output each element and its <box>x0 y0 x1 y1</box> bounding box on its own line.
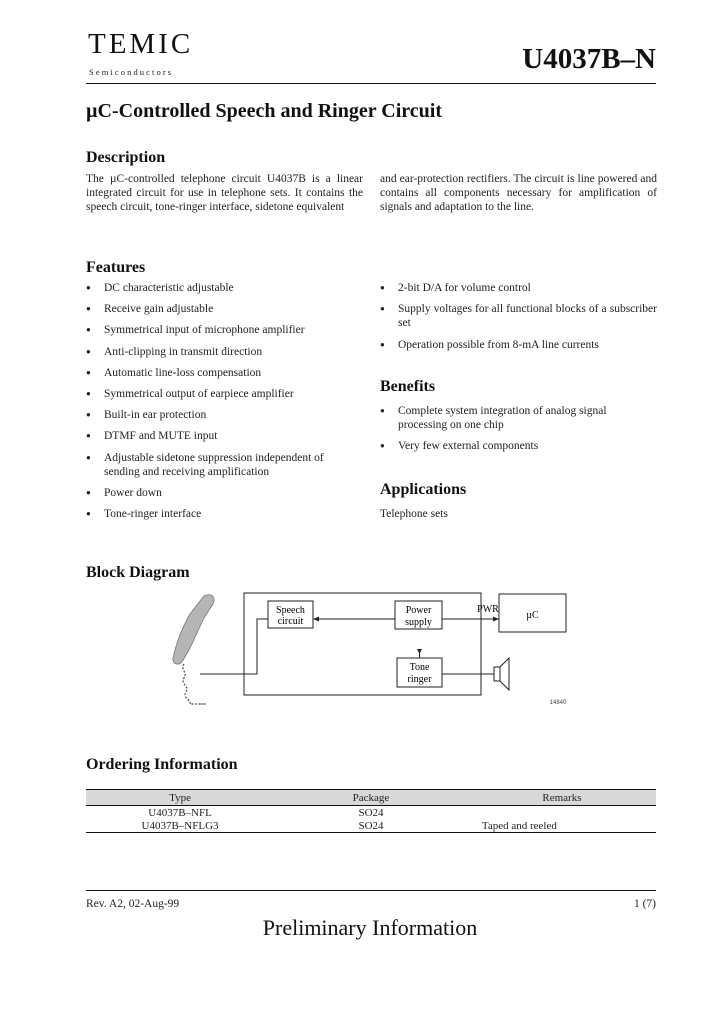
ordering-table <box>86 789 656 833</box>
table-row <box>86 806 656 820</box>
list-item: ● Receive gain adjustable <box>86 302 326 316</box>
list-item: ● Symmetrical input of microphone amplifier <box>86 323 326 337</box>
benefits-heading: Benefits <box>380 378 436 395</box>
ordering-heading: Ordering Information <box>86 756 238 773</box>
list-item: ● Anti-clipping in transmit direction <box>86 345 326 359</box>
part-number: U4037B–N <box>522 43 656 75</box>
cell-package: SO24 <box>358 806 384 819</box>
preliminary-notice: Preliminary Information <box>262 915 478 940</box>
power-supply-label-2: supply <box>405 617 432 628</box>
block-diagram <box>160 588 580 713</box>
list-item: ● Very few external components <box>380 439 620 453</box>
list-item: ● Tone-ringer interface <box>86 507 326 521</box>
cell-type: U4037B–NFL <box>148 806 212 819</box>
speech-circuit-label-1: Speech <box>276 605 305 616</box>
column-header-remarks: Remarks <box>468 790 656 806</box>
list-item: ● Operation possible from 8-mA line currents <box>380 338 657 352</box>
list-item: ● Complete system integration of analog signal processing on one chip <box>380 404 620 432</box>
tone-ringer-label-2: ringer <box>407 674 432 685</box>
speaker-icon <box>494 658 509 690</box>
column-header-package: Package <box>274 790 468 806</box>
cell-remarks <box>468 806 656 820</box>
list-item: ● Symmetrical output of earpiece amplifier <box>86 387 326 401</box>
description-left-text: The µC-controlled telephone circuit U4037B is a linear integrated circuit for use in telephone sets. It contains the speech circuit, tone-ringer interface, sidetone equivalent <box>86 173 363 214</box>
page-number: 1 (7) <box>633 898 656 910</box>
features-right-list <box>380 281 657 352</box>
list-item: ● Adjustable sidetone suppression independent of sending and receiving amplification <box>86 451 326 479</box>
cell-package: SO24 <box>274 819 468 833</box>
list-item: ● Supply voltages for all functional blocks of a subscriber set <box>380 302 657 330</box>
features-heading: Features <box>86 259 146 276</box>
company-logo-subtitle: Semiconductors <box>89 67 174 77</box>
tone-ringer-label-1: Tone <box>409 662 430 673</box>
block-diagram-heading: Block Diagram <box>86 564 190 581</box>
header-rule <box>86 83 656 84</box>
description-right-text: and ear-protection rectifiers. The circuit is line powered and contains all components necessary for amplification of signals and adaptation to the line. <box>380 173 657 214</box>
cell-remarks: Taped and reeled <box>468 819 656 833</box>
list-item: ● Automatic line-loss compensation <box>86 366 326 380</box>
telephone-handset-icon <box>173 595 214 704</box>
list-item: ● Power down <box>86 486 326 500</box>
cell-type: U4037B–NFLG3 <box>86 819 274 833</box>
company-logo: TEMIC <box>88 28 194 60</box>
figure-id: 14840 <box>549 700 567 706</box>
list-item: ● DC characteristic adjustable <box>86 281 326 295</box>
footer-rule <box>86 890 656 891</box>
applications-text: Telephone sets <box>380 508 448 520</box>
pwr-label: PWR <box>477 604 499 615</box>
microcontroller-label: µC <box>526 610 539 621</box>
applications-heading: Applications <box>380 481 467 498</box>
benefits-list <box>380 404 620 454</box>
column-header-type: Type <box>86 790 274 806</box>
speech-circuit-label-2: circuit <box>277 616 304 627</box>
revision-text: Rev. A2, 02-Aug-99 <box>86 898 180 910</box>
list-item: ● Built-in ear protection <box>86 408 326 422</box>
power-supply-label-1: Power <box>405 605 432 616</box>
description-heading: Description <box>86 149 166 166</box>
features-left-list <box>86 281 326 521</box>
document-title: µC-Controlled Speech and Ringer Circuit <box>86 100 442 122</box>
ordering-header-row <box>86 790 656 806</box>
list-item: ● DTMF and MUTE input <box>86 429 326 443</box>
table-row <box>86 819 656 833</box>
list-item: ● 2-bit D/A for volume control <box>380 281 657 295</box>
